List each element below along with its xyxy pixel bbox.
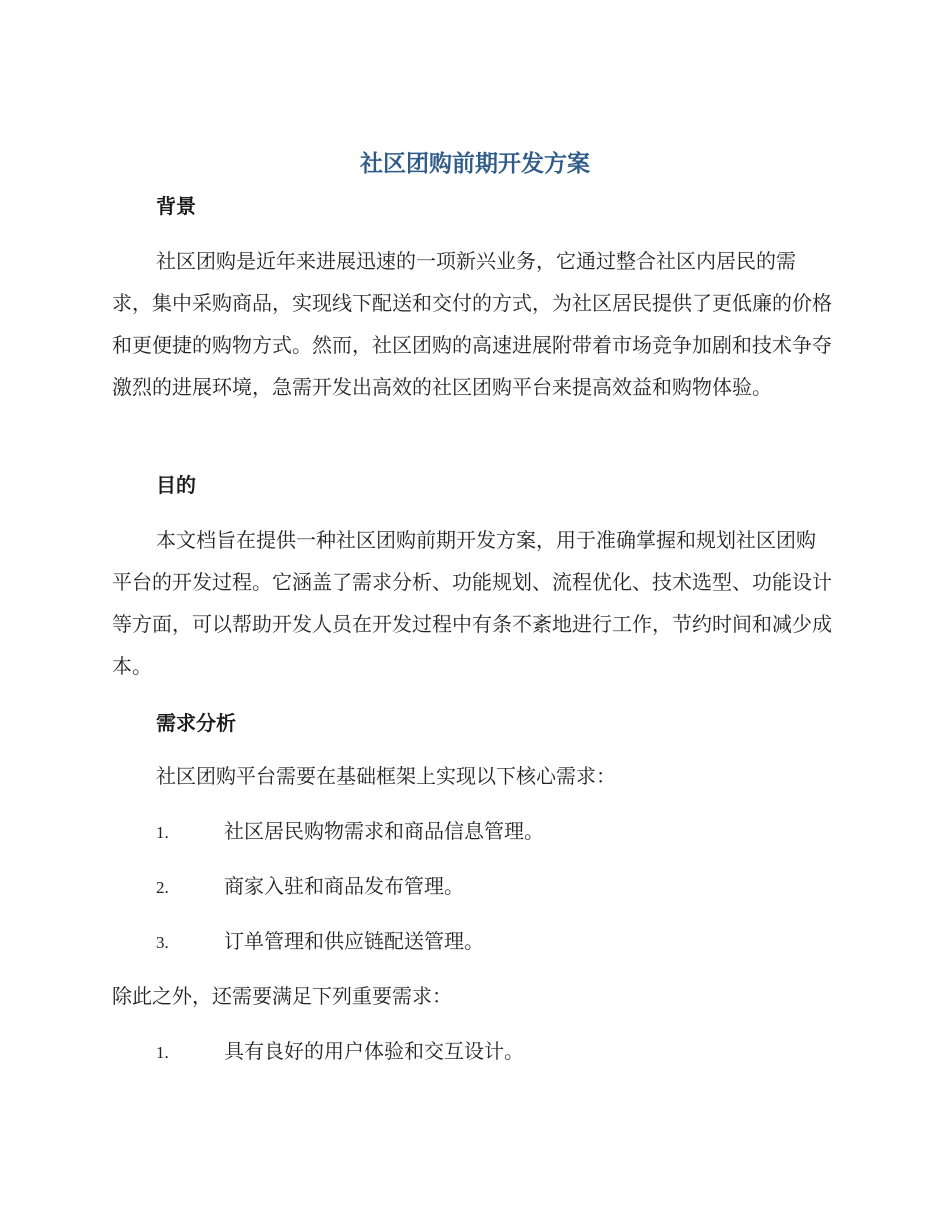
purpose-paragraph: 本文档旨在提供一种社区团购前期开发方案，用于准确掌握和规划社区团购平台的开发过程。它涵盖了需求分析、功能规划、流程优化、技术选型、功能设计等方面，可以帮助开发人员在开发过程中有条不紊地进行工作，节约时间和减少成本。 [112,528,832,678]
list-item-text: 订单管理和供应链配送管理。 [224,929,484,953]
list-item [156,927,484,957]
list-item-number: 1. [156,823,169,842]
section-heading-purpose: 目的 [156,473,196,497]
requirements-extra-intro: 除此之外，还需要满足下列重要需求： [112,984,452,1008]
list-item-number: 3. [156,933,169,952]
list-item-text: 社区居民购物需求和商品信息管理。 [224,819,544,843]
list-item [156,817,544,847]
list-item [156,1037,524,1067]
list-item-text: 具有良好的用户体验和交互设计。 [224,1039,524,1063]
section-heading-requirements: 需求分析 [156,711,236,735]
document-title: 社区团购前期开发方案 [360,151,590,177]
requirements-intro: 社区团购平台需要在基础框架上实现以下核心需求： [156,764,616,788]
list-item-number: 1. [156,1043,169,1062]
list-item-number: 2. [156,878,169,897]
section-heading-background: 背景 [156,194,196,218]
list-item [156,872,464,902]
list-item-text: 商家入驻和商品发布管理。 [224,874,464,898]
background-paragraph: 社区团购是近年来进展迅速的一项新兴业务，它通过整合社区内居民的需求，集中采购商品，实现线下配送和交付的方式，为社区居民提供了更低廉的价格和更便捷的购物方式。然而，社区团购的高速进展附带着市场竞争加剧和技术争夺激烈的进展环境，急需开发出高效的社区团购平台来提高效益和购物体验。 [112,249,832,399]
